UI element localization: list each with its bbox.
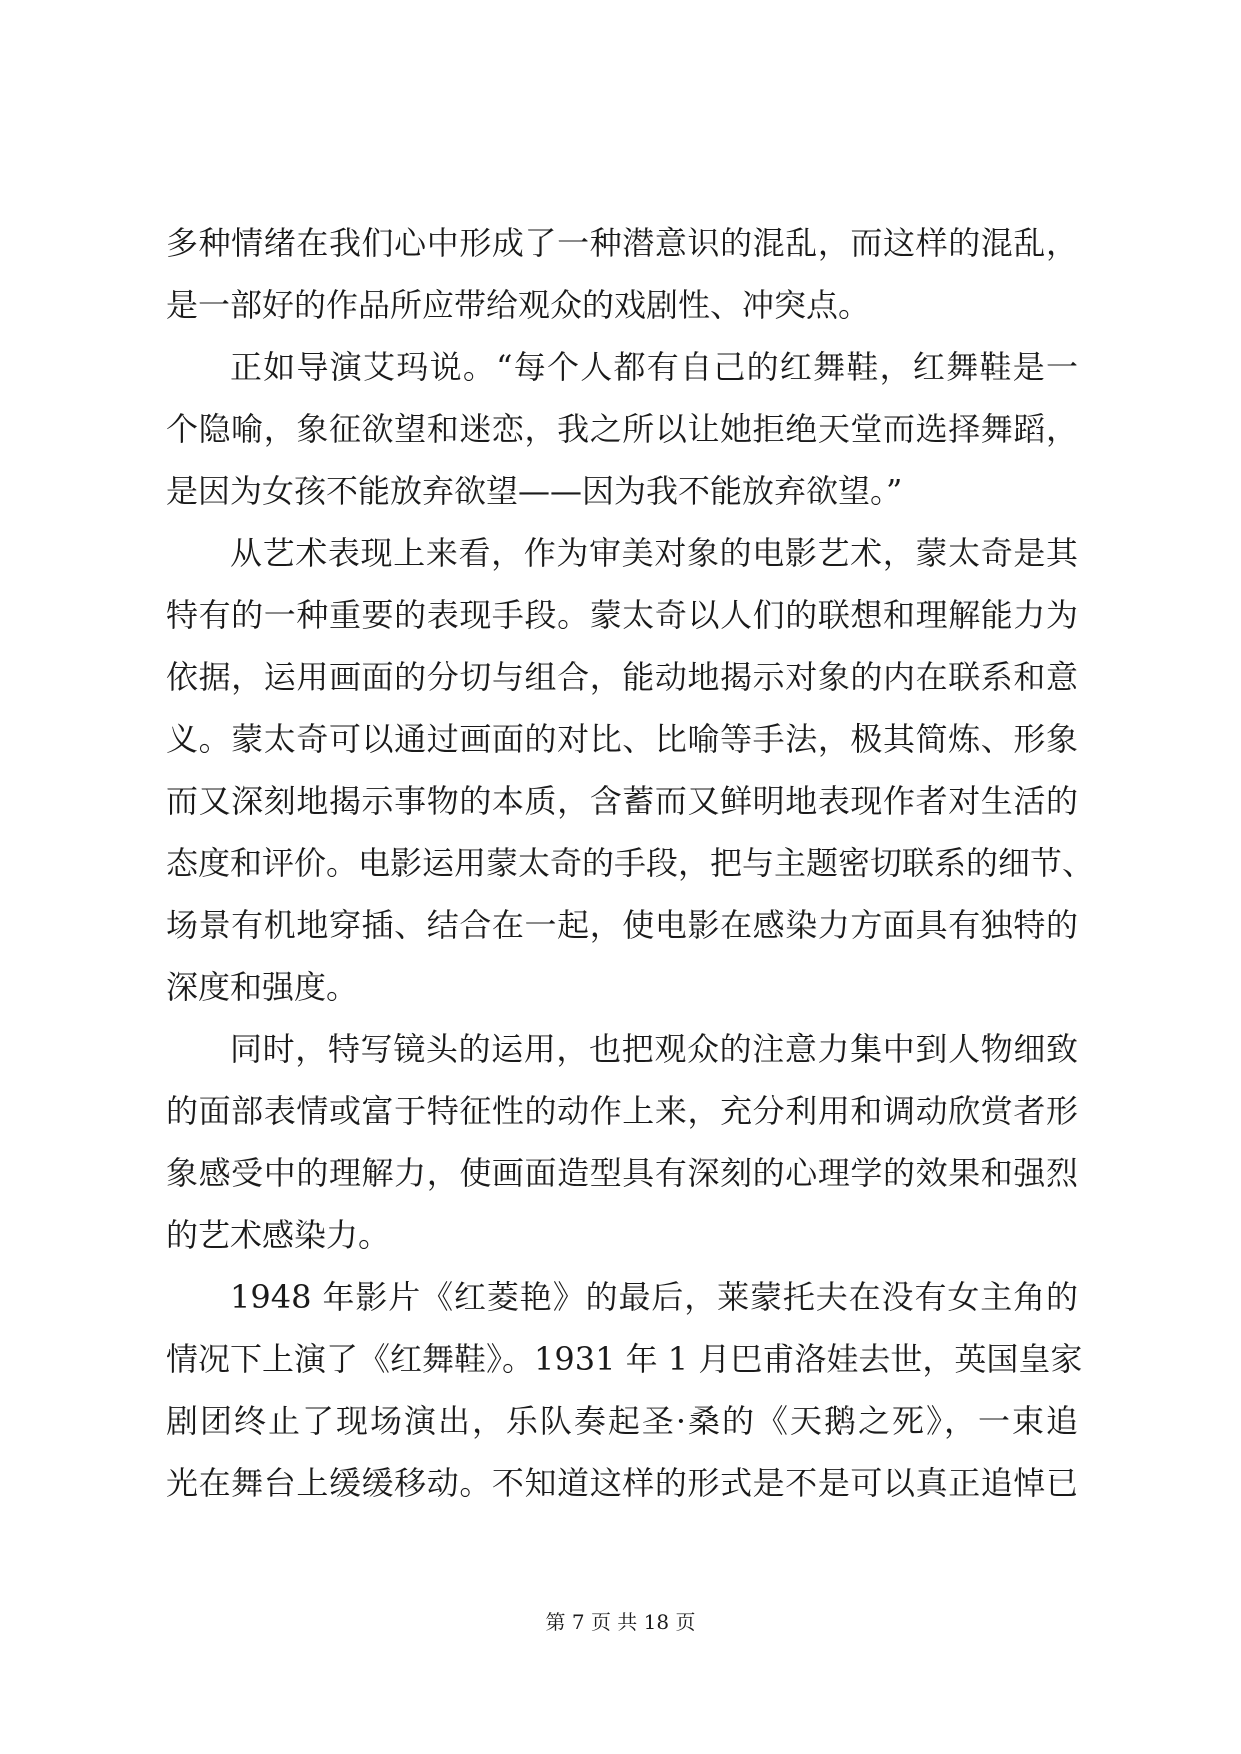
text-line: 而又深刻地揭示事物的本质，含蓄而又鲜明地表现作者对生活的	[166, 782, 1078, 820]
text-line: 多种情绪在我们心中形成了一种潜意识的混乱，而这样的混乱，	[166, 224, 1078, 262]
text-line: 光在舞台上缓缓移动。不知道这样的形式是不是可以真正追悼已	[166, 1464, 1078, 1502]
text-line: 从艺术表现上来看，作为审美对象的电影艺术，蒙太奇是其	[230, 534, 1078, 572]
text-line: 的面部表情或富于特征性的动作上来，充分利用和调动欣赏者形	[166, 1092, 1078, 1130]
text-line: 1948 年影片《红菱艳》的最后，莱蒙托夫在没有女主角的	[230, 1278, 1078, 1316]
text-line: 剧团终止了现场演出，乐队奏起圣·桑的《天鹅之死》，一束追	[166, 1402, 1078, 1440]
text-line: 个隐喻，象征欲望和迷恋，我之所以让她拒绝天堂而选择舞蹈，	[166, 410, 1078, 448]
page-number-footer: 第 7 页 共 18 页	[545, 1610, 696, 1634]
text-line: 态度和评价。电影运用蒙太奇的手段，把与主题密切联系的细节、	[166, 844, 1095, 882]
text-line: 场景有机地穿插、结合在一起，使电影在感染力方面具有独特的	[166, 906, 1078, 944]
text-line: 义。蒙太奇可以通过画面的对比、比喻等手法，极其简炼、形象	[166, 720, 1078, 758]
text-line: 是一部好的作品所应带给观众的戏剧性、冲突点。	[166, 286, 871, 324]
body-text	[166, 212, 1095, 1514]
text-line: 依据，运用画面的分切与组合，能动地揭示对象的内在联系和意	[166, 658, 1078, 696]
text-line: 深度和强度。	[166, 968, 359, 1006]
text-line: 正如导演艾玛说。“每个人都有自己的红舞鞋，红舞鞋是一	[230, 348, 1078, 386]
text-line: 情况下上演了《红舞鞋》。1931 年 1 月巴甫洛娃去世，英国皇家	[166, 1340, 1083, 1378]
text-line: 特有的一种重要的表现手段。蒙太奇以人们的联想和理解能力为	[166, 596, 1078, 634]
text-line: 象感受中的理解力，使画面造型具有深刻的心理学的效果和强烈	[166, 1154, 1078, 1192]
text-line: 是因为女孩不能放弃欲望——因为我不能放弃欲望。”	[166, 472, 903, 510]
text-line: 的艺术感染力。	[166, 1216, 391, 1254]
text-line: 同时，特写镜头的运用，也把观众的注意力集中到人物细致	[230, 1030, 1078, 1068]
